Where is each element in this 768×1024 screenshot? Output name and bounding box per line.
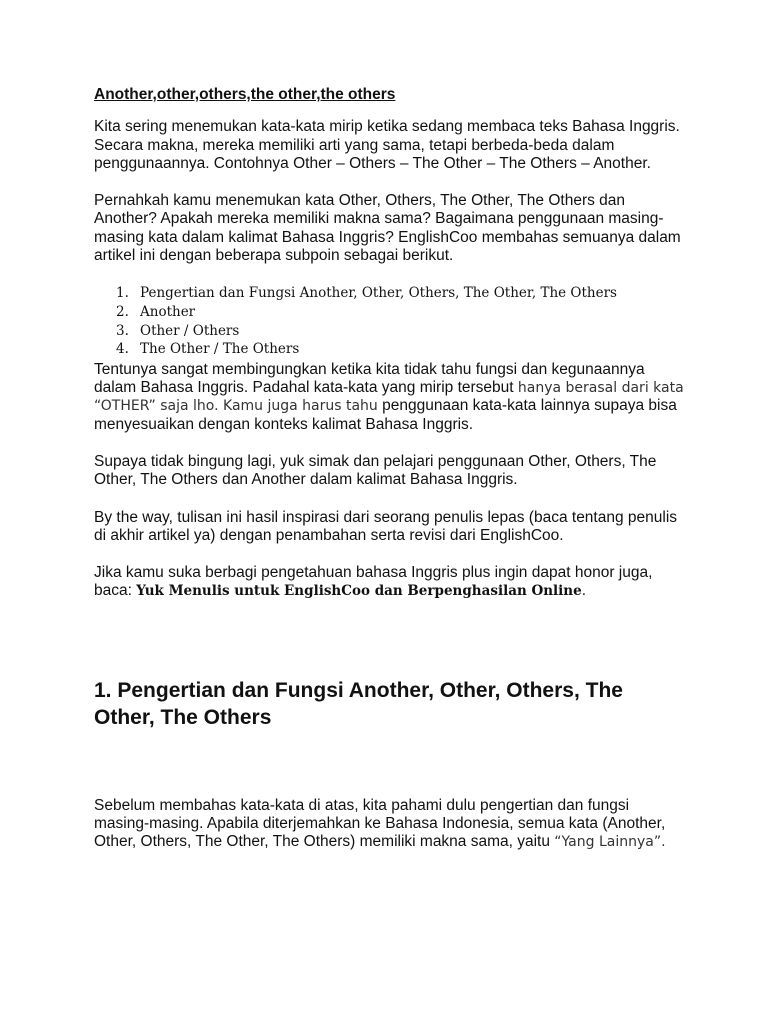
list-item: [116, 284, 684, 303]
paragraph-honor: [94, 564, 684, 601]
section-heading: 1. Pengertian dan Fungsi Another, Other, Others, The Other, The Others: [94, 678, 623, 729]
paragraph-text: penggunaan kata-kata lainnya supaya bisa menyesuaikan dengan konteks kalimat Bahasa Inggris.: [94, 397, 677, 433]
paragraph-after-list: [94, 361, 684, 434]
list-number: 1.: [116, 285, 129, 302]
list-item-text: The Other / The Others: [140, 341, 300, 358]
intro-paragraph-1: Kita sering menemukan kata-kata mirip ketika sedang membaca teks Bahasa Inggris. Secara makna, mereka memiliki arti yang sama, tetapi berbeda-beda dalam penggunaannya. Contohnya Other – Others – The Other – The Others – Another.: [94, 118, 680, 172]
paragraph-text: Tentunya sangat membingungkan ketika kita tidak tahu fungsi dan kegunaannya dalam Bahasa Inggris. Padahal kata-kata yang mirip tersebut: [94, 360, 645, 397]
document-page: [94, 86, 684, 871]
list-number: 2.: [116, 303, 129, 320]
list-item-text: Pengertian dan Fungsi Another, Other, Others, The Other, The Others: [140, 285, 617, 302]
list-item: [116, 322, 684, 341]
quoted-term: “Yang Lainnya”.: [554, 834, 666, 851]
paragraph-thin-text: hanya berasal dari kata “OTHER” saja lho. Kamu juga harus tahu: [94, 380, 684, 415]
paragraph-simak: Supaya tidak bingung lagi, yuk simak dan pelajari penggunaan Other, Others, The Other, The Others dan Another dalam kalimat Bahasa Inggris.: [94, 452, 657, 489]
intro-paragraph-2: Pernahkah kamu menemukan kata Other, Others, The Other, The Others dan Another? Apakah mereka memiliki makna sama? Bagaimana penggunaan masing-masing kata dalam kalimat Bahasa Inggris? EnglishCoo membahas semuanya dalam artikel ini dengan beberapa subpoin sebagai berikut.: [94, 192, 681, 265]
list-number: 3.: [116, 322, 129, 339]
paragraph-by-the-way: By the way, tulisan ini hasil inspirasi dari seorang penulis lepas (baca tentang penulis di akhir artikel ya) dengan penambahan serta revisi dari EnglishCoo.: [94, 508, 678, 544]
document-title: Another,other,others,the other,the others: [94, 86, 396, 103]
subpoint-list: [116, 284, 684, 358]
paragraph-period: .: [581, 582, 587, 600]
list-item-text: Other / Others: [140, 322, 240, 339]
list-item: [116, 340, 684, 359]
list-item-text: Another: [140, 303, 196, 320]
paragraph-text: Jika kamu suka berbagi pengetahuan bahasa Inggris plus ingin dapat honor juga, baca:: [94, 564, 653, 600]
paragraph-text: Sebelum membahas kata-kata di atas, kita pahami dulu pengertian dan fungsi masing-masing. Apabila diterjemahkan ke Bahasa Indonesia, semua kata (Another, Other, Others, The Other, The Others) memiliki makna sama, yaitu: [94, 796, 666, 851]
section-paragraph: [94, 797, 684, 852]
article-link[interactable]: Yuk Menulis untuk EnglishCoo dan Berpenghasilan Online: [136, 583, 582, 600]
list-item: [116, 303, 684, 322]
list-number: 4.: [116, 341, 129, 358]
